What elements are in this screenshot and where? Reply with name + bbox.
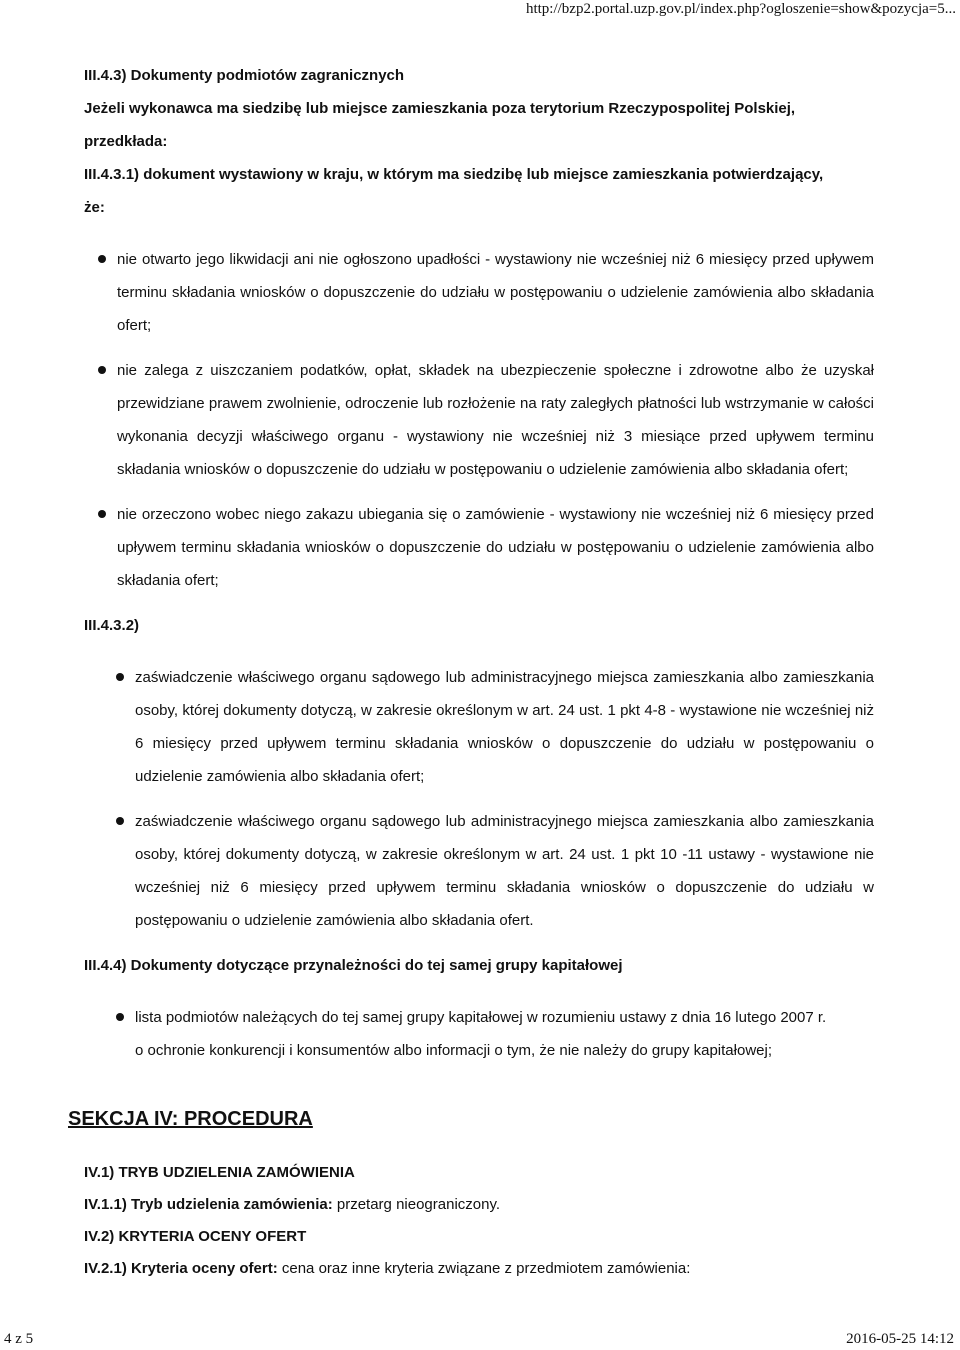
section-heading-capital-group: III.4.4) Dokumenty dotyczące przynależności do tej samej grupy kapitałowej <box>84 957 623 974</box>
bullet-icon <box>98 510 106 518</box>
evaluation-criteria-heading: IV.2) KRYTERIA OCENY OFERT <box>84 1228 307 1245</box>
section-heading-foreign-docs: III.4.3) Dokumenty podmiotów zagranicznych <box>84 67 405 84</box>
bullet-icon <box>116 817 124 825</box>
evaluation-criteria-row: IV.2.1) Kryteria oceny ofert: cena oraz inne kryteria związane z przedmiotem zamówienia: <box>84 1260 691 1277</box>
list-item: lista podmiotów należących do tej samej grupy kapitałowej w rozumieniu ustawy z dnia 16 lutego 2007 r. o ochronie konkurencji i konsumentów albo informacji o tym, że nie należy do grupy kapitałowej; <box>116 1001 874 1067</box>
bullet-list-certificates <box>116 661 874 937</box>
intro-line-1: Jeżeli wykonawca ma siedzibę lub miejsce zamieszkania poza terytorium Rzeczypospolitej Polskiej, <box>84 100 796 117</box>
bullet-icon <box>116 1013 124 1021</box>
procedure-mode-heading: IV.1) TRYB UDZIELENIA ZAMÓWIENIA <box>84 1164 355 1181</box>
list-item: nie orzeczono wobec niego zakazu ubiegania się o zamówienie - wystawiony nie wcześniej niż 6 miesięcy przed upływem terminu składania wniosków o dopuszczenie do udziału w postępowaniu o udzielenie zamówienia albo składania ofert; <box>98 498 874 597</box>
list-item: nie zalega z uiszczaniem podatków, opłat, składek na ubezpieczenie społeczne i zdrowotne albo że uzyskał przewidziane prawem zwolnienie, odroczenie lub rozłożenie na raty zaległych płatności lub wstrzymanie w całości wykonania decyzji właściwego organu - wystawiony nie wcześniej niż 3 miesiące przed upływem terminu składania wniosków o dopuszczenie do udziału w postępowaniu o udzielenie zamówienia albo składania ofert; <box>98 354 874 486</box>
subsection-1-line-2: że: <box>84 199 105 216</box>
bullet-icon <box>116 673 124 681</box>
procedure-mode-row: IV.1.1) Tryb udzielenia zamówienia: przetarg nieograniczony. <box>84 1196 501 1213</box>
document-body <box>84 59 874 1079</box>
procedure-section <box>84 1157 690 1285</box>
bullet-list-capital-group <box>116 1001 874 1067</box>
intro-line-2: przedkłada: <box>84 133 168 150</box>
bullet-list-foreign-docs <box>98 243 874 597</box>
list-item: zaświadczenie właściwego organu sądowego lub administracyjnego miejsca zamieszkania albo zamieszkania osoby, której dokumenty dotyczą, w zakresie określonym w art. 24 ust. 1 pkt 4-8 - wystawione nie wcześniej niż 6 miesięcy przed upływem terminu składania wniosków o dopuszczenie do udziału w postępowaniu o udzielenie zamówienia albo składania ofert; <box>116 661 874 793</box>
subsection-1-line-1: III.4.3.1) dokument wystawiony w kraju, w którym ma siedzibę lub miejsce zamieszkania potwierdzający, <box>84 166 824 183</box>
subsection-2-label: III.4.3.2) <box>84 617 140 634</box>
print-timestamp: 2016-05-25 14:12 <box>846 1331 954 1347</box>
list-item: nie otwarto jego likwidacji ani nie ogłoszono upadłości - wystawiony nie wcześniej niż 6 miesięcy przed upływem terminu składania wniosków o dopuszczenie do udziału w postępowaniu o udzielenie zamówienia albo składania ofert; <box>98 243 874 342</box>
section-title-procedure: SEKCJA IV: PROCEDURA <box>68 1108 313 1130</box>
page-number: 4 z 5 <box>4 1331 34 1347</box>
bullet-icon <box>98 366 106 374</box>
list-item: zaświadczenie właściwego organu sądowego lub administracyjnego miejsca zamieszkania albo zamieszkania osoby, której dokumenty dotyczą, w zakresie określonym w art. 24 ust. 1 pkt 10 -11 ustawy - wystawione nie wcześniej niż 6 miesięcy przed upływem terminu składania wniosków o dopuszczenie do udziału w postępowaniu o udzielenie zamówienia albo składania ofert. <box>116 805 874 937</box>
page-url-header: http://bzp2.portal.uzp.gov.pl/index.php?ogloszenie=show&pozycja=5... <box>525 1 956 17</box>
bullet-icon <box>98 255 106 263</box>
